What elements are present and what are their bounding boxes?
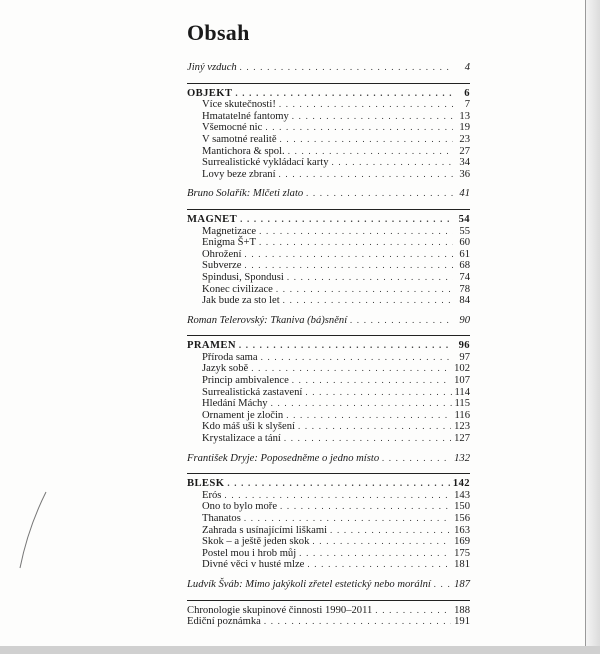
toc-entry[interactable]: Konec civilizace . . . 78 <box>187 284 470 296</box>
section-divider <box>187 600 470 601</box>
toc-entry[interactable]: Jak bude za sto let . . . 84 <box>187 295 470 307</box>
section-heading-objekt[interactable]: OBJEKT . . . 6 <box>187 88 470 100</box>
toc-entry[interactable]: Hmatatelné fantomy . . . 13 <box>187 111 470 123</box>
section-divider <box>187 473 470 474</box>
toc-entry[interactable]: Divné věci v husté mlze . . . 181 <box>187 559 470 571</box>
toc-entry[interactable]: Princip ambivalence . . . 107 <box>187 375 470 387</box>
toc-entry[interactable]: Ono to bylo moře . . . 150 <box>187 501 470 513</box>
toc-entry[interactable]: Lovy beze zbraní . . . 36 <box>187 169 470 181</box>
toc-entry[interactable]: Kdo máš uši k slyšení . . . 123 <box>187 421 470 433</box>
toc-entry[interactable]: Hledání Máchy . . . 115 <box>187 398 470 410</box>
toc-entry[interactable]: Spindusi, Spondusi . . . 74 <box>187 272 470 284</box>
toc-entry[interactable]: Ohrožení . . . 61 <box>187 249 470 261</box>
toc-entry[interactable]: Enigma Š+T . . . 60 <box>187 237 470 249</box>
section-heading-pramen[interactable]: PRAMEN . . . 96 <box>187 340 470 352</box>
toc-entry[interactable]: Ornament je zločin . . . 116 <box>187 410 470 422</box>
toc-entry[interactable]: Erós . . . 143 <box>187 490 470 502</box>
toc-entry[interactable]: Skok – a ještě jeden skok . . . 169 <box>187 536 470 548</box>
section-items-pramen <box>187 352 470 445</box>
toc-entry-essay[interactable]: Ludvík Šváb: Mimo jakýkoli zřetel estetický nebo morální . . . 187 <box>187 579 470 591</box>
toc-entry[interactable]: Zahrada s usínajícími liškami . . . 163 <box>187 525 470 537</box>
toc-entry-essay[interactable]: Bruno Solařík: Mlčeti zlato . . . 41 <box>187 188 470 200</box>
section-divider <box>187 209 470 210</box>
section-items-magnet <box>187 226 470 307</box>
toc-entry[interactable]: Příroda sama . . . 97 <box>187 352 470 364</box>
toc-entry-chronology[interactable]: Chronologie skupinové činnosti 1990–2011 . . . 188 <box>187 605 470 617</box>
toc-entry[interactable]: Krystalizace a tání . . . 127 <box>187 433 470 445</box>
toc-entry[interactable]: V samotné realitě . . . 23 <box>187 134 470 146</box>
page-title: Obsah <box>187 20 250 45</box>
section-heading-blesk[interactable]: BLESK . . . 142 <box>187 478 470 490</box>
toc-entry[interactable]: Jazyk sobě . . . 102 <box>187 363 470 375</box>
pencil-mark-decoration <box>18 490 48 570</box>
page-edge-shadow <box>585 0 600 654</box>
section-divider <box>187 83 470 84</box>
toc-entry-essay[interactable]: František Dryje: Poposedněme o jedno místo . . . 132 <box>187 453 470 465</box>
toc-entry-essay[interactable]: Roman Telerovský: Tkaniva (bá)snění . . . 90 <box>187 315 470 327</box>
toc-entry[interactable]: Surrealistická zastavení . . . 114 <box>187 387 470 399</box>
toc-entry-editorial-note[interactable]: Ediční poznámka . . . 191 <box>187 616 470 628</box>
section-items-blesk <box>187 490 470 571</box>
toc-entry-intro[interactable]: Jiný vzduch . . . 4 <box>187 62 470 74</box>
toc-entry[interactable]: Surrealistické vykládací karty . . . 34 <box>187 157 470 169</box>
page-bottom-edge <box>0 646 600 654</box>
toc-entry[interactable]: Magnetizace . . . 55 <box>187 226 470 238</box>
toc-entry[interactable]: Více skutečnosti! . . . 7 <box>187 99 470 111</box>
section-items-objekt <box>187 99 470 180</box>
toc-entry[interactable]: Všemocné nic . . . 19 <box>187 122 470 134</box>
toc-entry[interactable]: Postel mou i hrob můj . . . 175 <box>187 548 470 560</box>
section-divider <box>187 335 470 336</box>
section-heading-magnet[interactable]: MAGNET . . . 54 <box>187 214 470 226</box>
toc-entry[interactable]: Mantichora & spol. . . . 27 <box>187 146 470 158</box>
toc-entry[interactable]: Thanatos . . . 156 <box>187 513 470 525</box>
table-of-contents <box>187 62 470 628</box>
toc-entry[interactable]: Subverze . . . 68 <box>187 260 470 272</box>
